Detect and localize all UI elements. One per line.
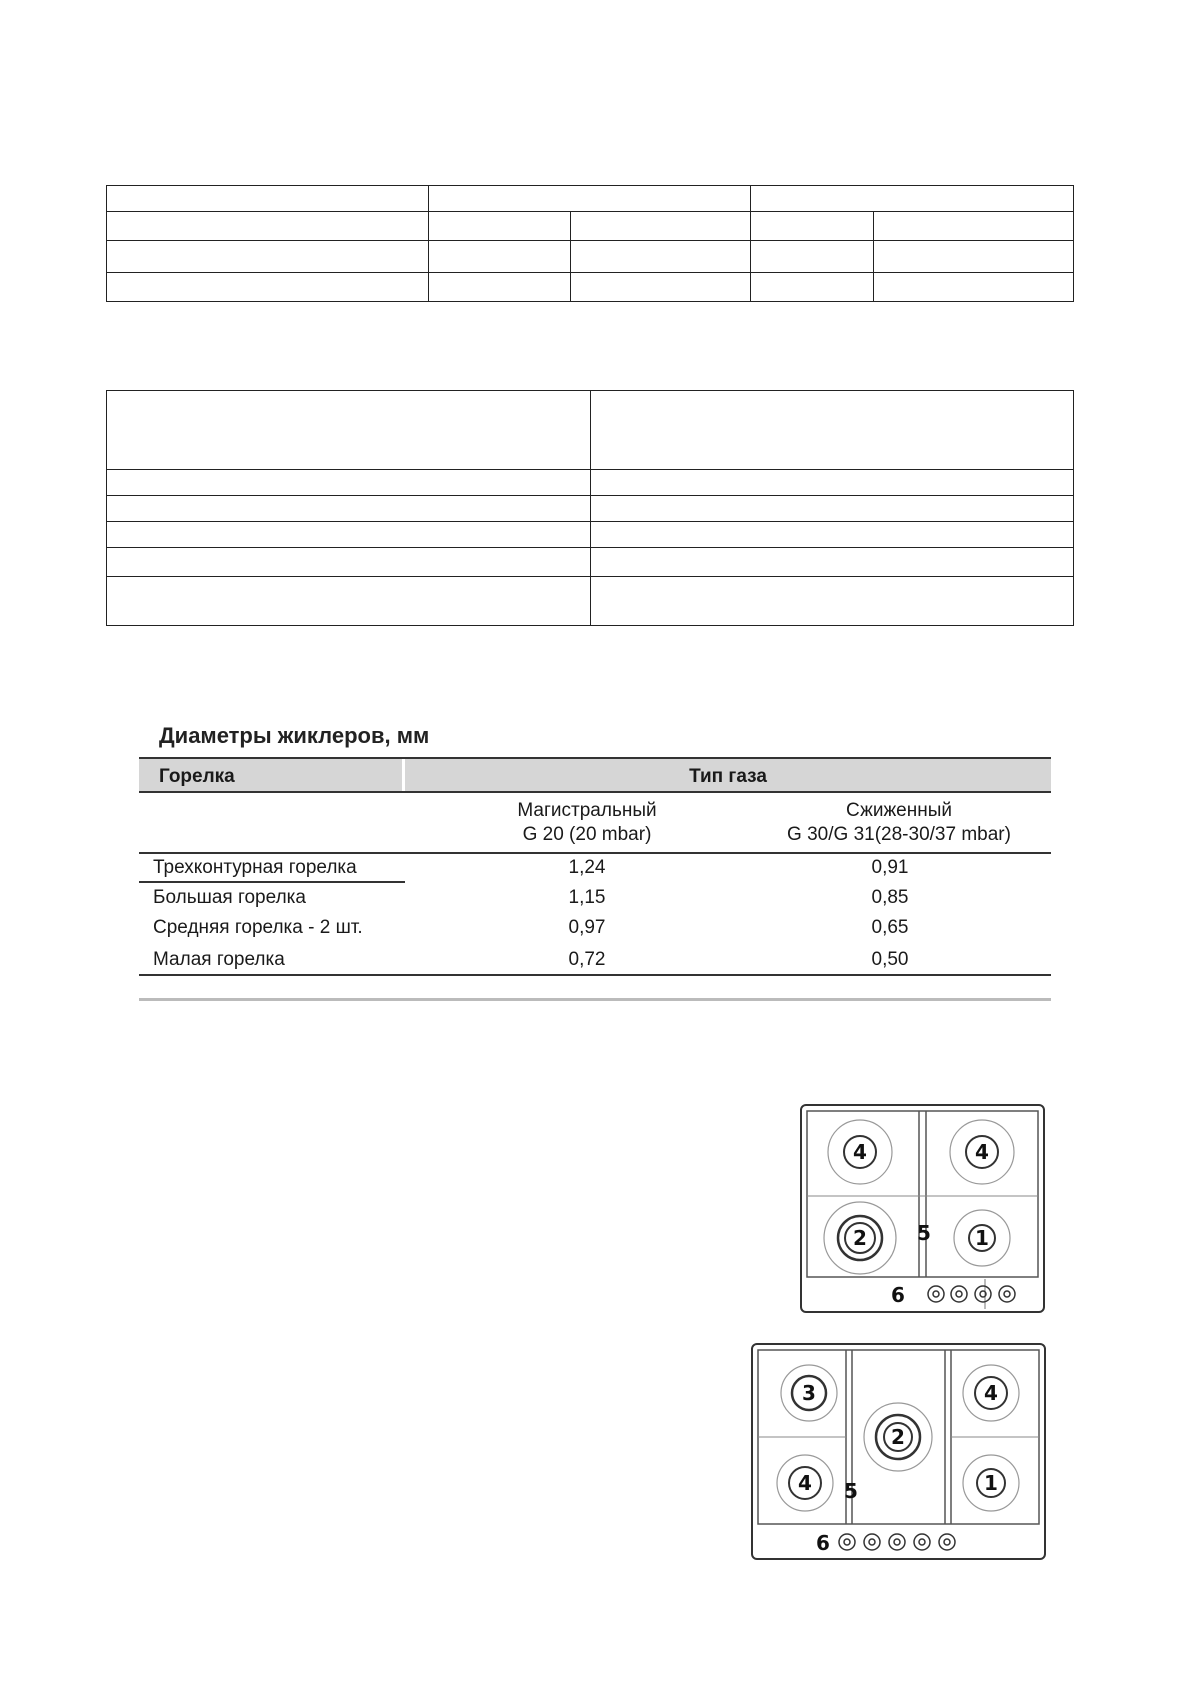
label-front-right: 1 (984, 1471, 998, 1495)
table1-cell (751, 241, 874, 273)
jet-table-header (139, 757, 1051, 793)
table1-cell (571, 273, 751, 302)
table2-cell (591, 470, 1074, 496)
burner-name: Средняя горелка - 2 шт. (153, 917, 363, 938)
empty-table-2 (106, 390, 1074, 626)
table1-cell (874, 273, 1074, 302)
table-bottom-rule (139, 974, 1051, 976)
table2-cell (107, 522, 591, 548)
table2-cell (107, 548, 591, 577)
table2-cell (591, 496, 1074, 522)
table1-cell (874, 241, 1074, 273)
label-grate: 5 (844, 1479, 858, 1503)
table1-cell (874, 212, 1074, 241)
jet-table-title: Диаметры жиклеров, мм (159, 723, 430, 748)
jet-main-value: 1,15 (568, 887, 606, 908)
jet-liquefied-value: 0,85 (871, 887, 909, 908)
table1-cell (429, 273, 571, 302)
table1-cell (751, 273, 874, 302)
table2-cell (591, 522, 1074, 548)
table1-cell (571, 212, 751, 241)
table-footer-rule (139, 998, 1051, 1001)
table1-cell (429, 212, 571, 241)
gas-liquefied-name: Сжиженный (846, 800, 952, 821)
table1-cell (751, 186, 1074, 212)
table1-cell (571, 241, 751, 273)
subheader-rule (139, 852, 1051, 854)
table1-cell (107, 241, 429, 273)
burner-name: Трехконтурная горелка (153, 857, 357, 878)
jet-main-value: 1,24 (568, 857, 606, 878)
label-front-left: 4 (798, 1471, 812, 1495)
table2-cell (107, 496, 591, 522)
row-rule (139, 881, 405, 883)
table2-cell (591, 577, 1074, 626)
label-rear-right: 4 (975, 1140, 989, 1164)
gas-liquefied-heading (749, 799, 1049, 847)
label-rear-left: 3 (802, 1381, 816, 1405)
table1-cell (751, 212, 874, 241)
table1-cell (107, 186, 429, 212)
table2-cell (107, 577, 591, 626)
jet-main-value: 0,72 (568, 949, 606, 970)
jet-liquefied-value: 0,65 (871, 917, 909, 938)
table2-cell (591, 548, 1074, 577)
table1-cell (429, 241, 571, 273)
header-burner: Горелка (159, 766, 235, 787)
jet-liquefied-value: 0,50 (871, 949, 909, 970)
jet-liquefied-value: 0,91 (871, 857, 909, 878)
label-front-right: 1 (975, 1226, 989, 1250)
hob-5-burner-diagram (751, 1343, 1046, 1561)
table1-cell (107, 273, 429, 302)
label-rear-right: 4 (984, 1381, 998, 1405)
empty-table-1 (106, 185, 1074, 302)
jet-table (139, 757, 1051, 1003)
gas-main-name: Магистральный (517, 800, 657, 821)
header-gas-type: Тип газа (689, 766, 767, 787)
label-panel: 6 (816, 1531, 830, 1555)
hob-4-burner-diagram (800, 1104, 1045, 1314)
label-center: 2 (891, 1425, 905, 1449)
gas-main-heading (467, 799, 707, 847)
table2-cell (591, 391, 1074, 470)
label-panel: 6 (891, 1283, 905, 1307)
table2-cell (107, 470, 591, 496)
table1-cell (107, 212, 429, 241)
table1-cell (429, 186, 751, 212)
hob-frame (801, 1105, 1044, 1312)
jet-main-value: 0,97 (568, 917, 606, 938)
table2-cell (107, 391, 591, 470)
burner-name: Малая горелка (153, 949, 285, 970)
label-rear-left: 4 (853, 1140, 867, 1164)
label-grate: 5 (917, 1221, 931, 1245)
burner-name: Большая горелка (153, 887, 306, 908)
label-front-left: 2 (853, 1226, 867, 1250)
gas-liquefied-spec: G 30/G 31(28-30/37 mbar) (787, 824, 1011, 845)
gas-main-spec: G 20 (20 mbar) (522, 824, 652, 845)
